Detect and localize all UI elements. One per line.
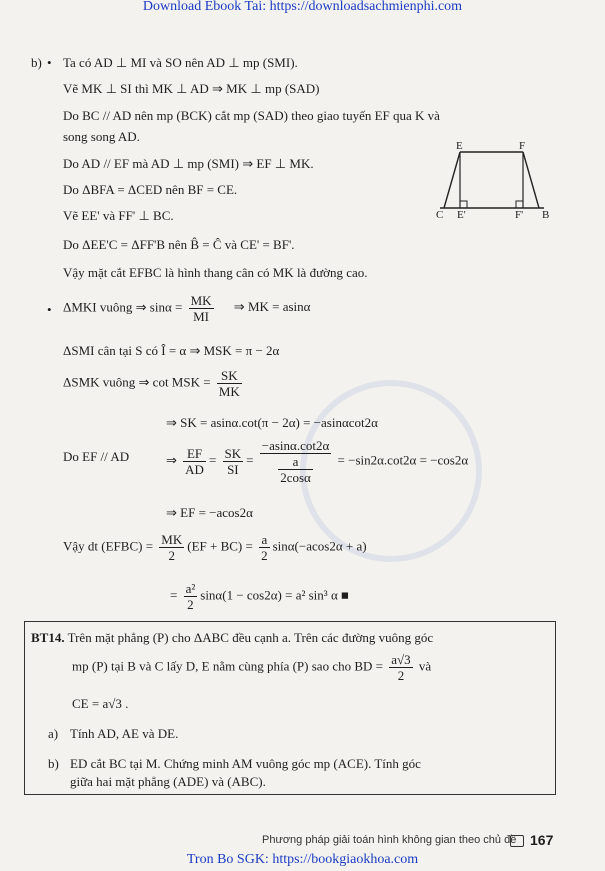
denominator: 2 xyxy=(261,548,268,563)
denominator: MI xyxy=(193,309,210,324)
page-footer-text: Phương pháp giải toán hình không gian theo chủ đề xyxy=(262,834,517,846)
line-b5: Do AD // EF mà AD ⊥ mp (SMI) ⇒ EF ⊥ MK. xyxy=(63,156,314,171)
line-b8: Do ΔEE'C = ΔFF'B nên B̂ = Ĉ và CE' = BF'. xyxy=(63,237,295,252)
bt14-line-2 xyxy=(72,652,431,683)
line-b4: song song AD. xyxy=(63,129,140,144)
bullet-icon: • xyxy=(47,302,52,317)
numerator: a² xyxy=(185,581,196,596)
fraction-complex xyxy=(260,438,332,485)
book-icon xyxy=(510,835,524,847)
label-F-prime: F' xyxy=(515,209,524,221)
denominator: 2 xyxy=(187,597,194,612)
fraction-ef-ad xyxy=(183,446,206,477)
label-E-prime: E' xyxy=(457,209,466,221)
bt14-text-3: và xyxy=(418,658,432,674)
math-line-3 xyxy=(63,368,245,399)
label-F: F xyxy=(519,140,526,152)
bt14-line-3: CE = a√3 . xyxy=(72,696,129,711)
line-b2: Vẽ MK ⊥ SI thì MK ⊥ AD ⇒ MK ⊥ mp (SAD) xyxy=(63,81,320,96)
fraction-a2-2 xyxy=(184,581,198,612)
denominator: 2 xyxy=(397,668,405,683)
denominator: AD xyxy=(185,462,204,477)
m8-eq: = xyxy=(170,587,178,603)
fraction-sk-si xyxy=(223,446,244,477)
label-C: C xyxy=(436,209,444,221)
fraction-sk-mk xyxy=(217,368,242,399)
fraction-mk-2 xyxy=(159,532,184,563)
line-b6: Do ΔBFA = ΔCED nên BF = CE. xyxy=(63,182,238,197)
fraction-a-sqrt3-2 xyxy=(389,652,412,683)
numerator: −asinα.cot2α xyxy=(261,438,330,453)
page-number: 167 xyxy=(530,832,554,848)
numerator: a√3 xyxy=(391,652,411,667)
denominator: SI xyxy=(227,462,239,477)
m5-result: = −sin2α.cot2α = −cos2α xyxy=(337,452,469,468)
numerator: SK xyxy=(224,446,242,461)
m1-text: ΔMKI vuông ⇒ sinα = xyxy=(63,299,183,315)
denominator: MK xyxy=(218,384,240,399)
inner-numerator: a xyxy=(278,454,313,470)
denominator xyxy=(260,454,332,485)
download-footer[interactable]: Tron Bo SGK: https://bookgiaokhoa.com xyxy=(186,852,419,867)
line-b7: Vẽ EE' và FF' ⊥ BC. xyxy=(63,208,174,223)
m3-text: ΔSMK vuông ⇒ cot MSK = xyxy=(63,374,211,390)
line-b1: Ta có AD ⊥ MI và SO nên AD ⊥ mp (SMI). xyxy=(63,55,298,70)
part-b-label: b) xyxy=(31,55,42,70)
question-b-line-1: ED cắt BC tại M. Chứng minh AM vuông góc mp (ACE). Tính góc xyxy=(70,756,421,771)
trapezoid-figure xyxy=(430,138,560,228)
m1-result: ⇒ MK = asinα xyxy=(233,299,311,315)
bt14-line-1 xyxy=(31,630,433,646)
inner-fraction xyxy=(278,454,313,485)
numerator: a xyxy=(259,532,270,548)
math-line-7 xyxy=(63,532,367,563)
math-line-8 xyxy=(170,581,349,612)
denominator: 2 xyxy=(168,548,175,563)
m7-mid: (EF + BC) = xyxy=(187,538,253,554)
m7-end: sinα(−acos2α + a) xyxy=(272,538,367,554)
numerator: EF xyxy=(183,446,206,462)
question-a-label: a) xyxy=(48,726,59,741)
question-b-label: b) xyxy=(48,756,59,771)
fraction-mk-mi xyxy=(189,293,214,324)
bt14-text-2: mp (P) tại B và C lấy D, E nằm cùng phía (P) sao cho BD = xyxy=(72,658,383,674)
fraction-a-2 xyxy=(259,532,270,563)
m7-text: Vậy dt (EFBC) = xyxy=(63,538,154,554)
math-line-1 xyxy=(63,293,310,324)
line-b9: Vậy mặt cắt EFBC là hình thang cân có MK là đường cao. xyxy=(63,265,368,280)
download-header[interactable]: Download Ebook Tai: https://downloadsachmienphi.com xyxy=(142,0,463,14)
question-a: Tính AD, AE và DE. xyxy=(70,726,179,741)
label-B: B xyxy=(542,209,550,221)
m8-end: sinα(1 − cos2α) = a² sin³ α ■ xyxy=(200,587,349,603)
m5-arrow: ⇒ xyxy=(166,452,177,468)
math-line-5: ⇒ $\frac{EF}{AD}$ = $\frac{SK}{SI}$ = $\frac{-asin\alpha.\cot 2\alpha}{\frac{a}{2\cos\alpha}}$ = −sin2α.cot2α = −cos2α xyxy=(166,438,469,485)
math-line-2: ΔSMI cân tại S có Î = α ⇒ MSK = π − 2α xyxy=(63,343,280,358)
line-b3: Do BC // AD nên mp (BCK) cắt mp (SAD) theo giao tuyến EF qua K và xyxy=(63,108,440,123)
math-line-4: ⇒ SK = asinα.cot(π − 2α) = −asinαcot2α xyxy=(166,415,378,430)
numerator: MK xyxy=(161,532,183,547)
numerator: MK xyxy=(190,293,212,308)
numerator: SK xyxy=(217,368,242,384)
math-line-6: ⇒ EF = −acos2α xyxy=(166,505,253,520)
bt14-text-1: Trên mặt phẳng (P) cho ΔABC đều cạnh a. Trên các đường vuông góc xyxy=(67,630,434,645)
m5-label: Do EF // AD xyxy=(63,449,130,464)
inner-denominator: 2cosα xyxy=(280,470,311,485)
question-b-line-2: giữa hai mặt phẳng (ADE) và (ABC). xyxy=(70,774,266,789)
bt14-label: BT14. xyxy=(31,630,65,645)
bullet-icon: • xyxy=(47,55,52,70)
label-E: E xyxy=(456,140,463,152)
